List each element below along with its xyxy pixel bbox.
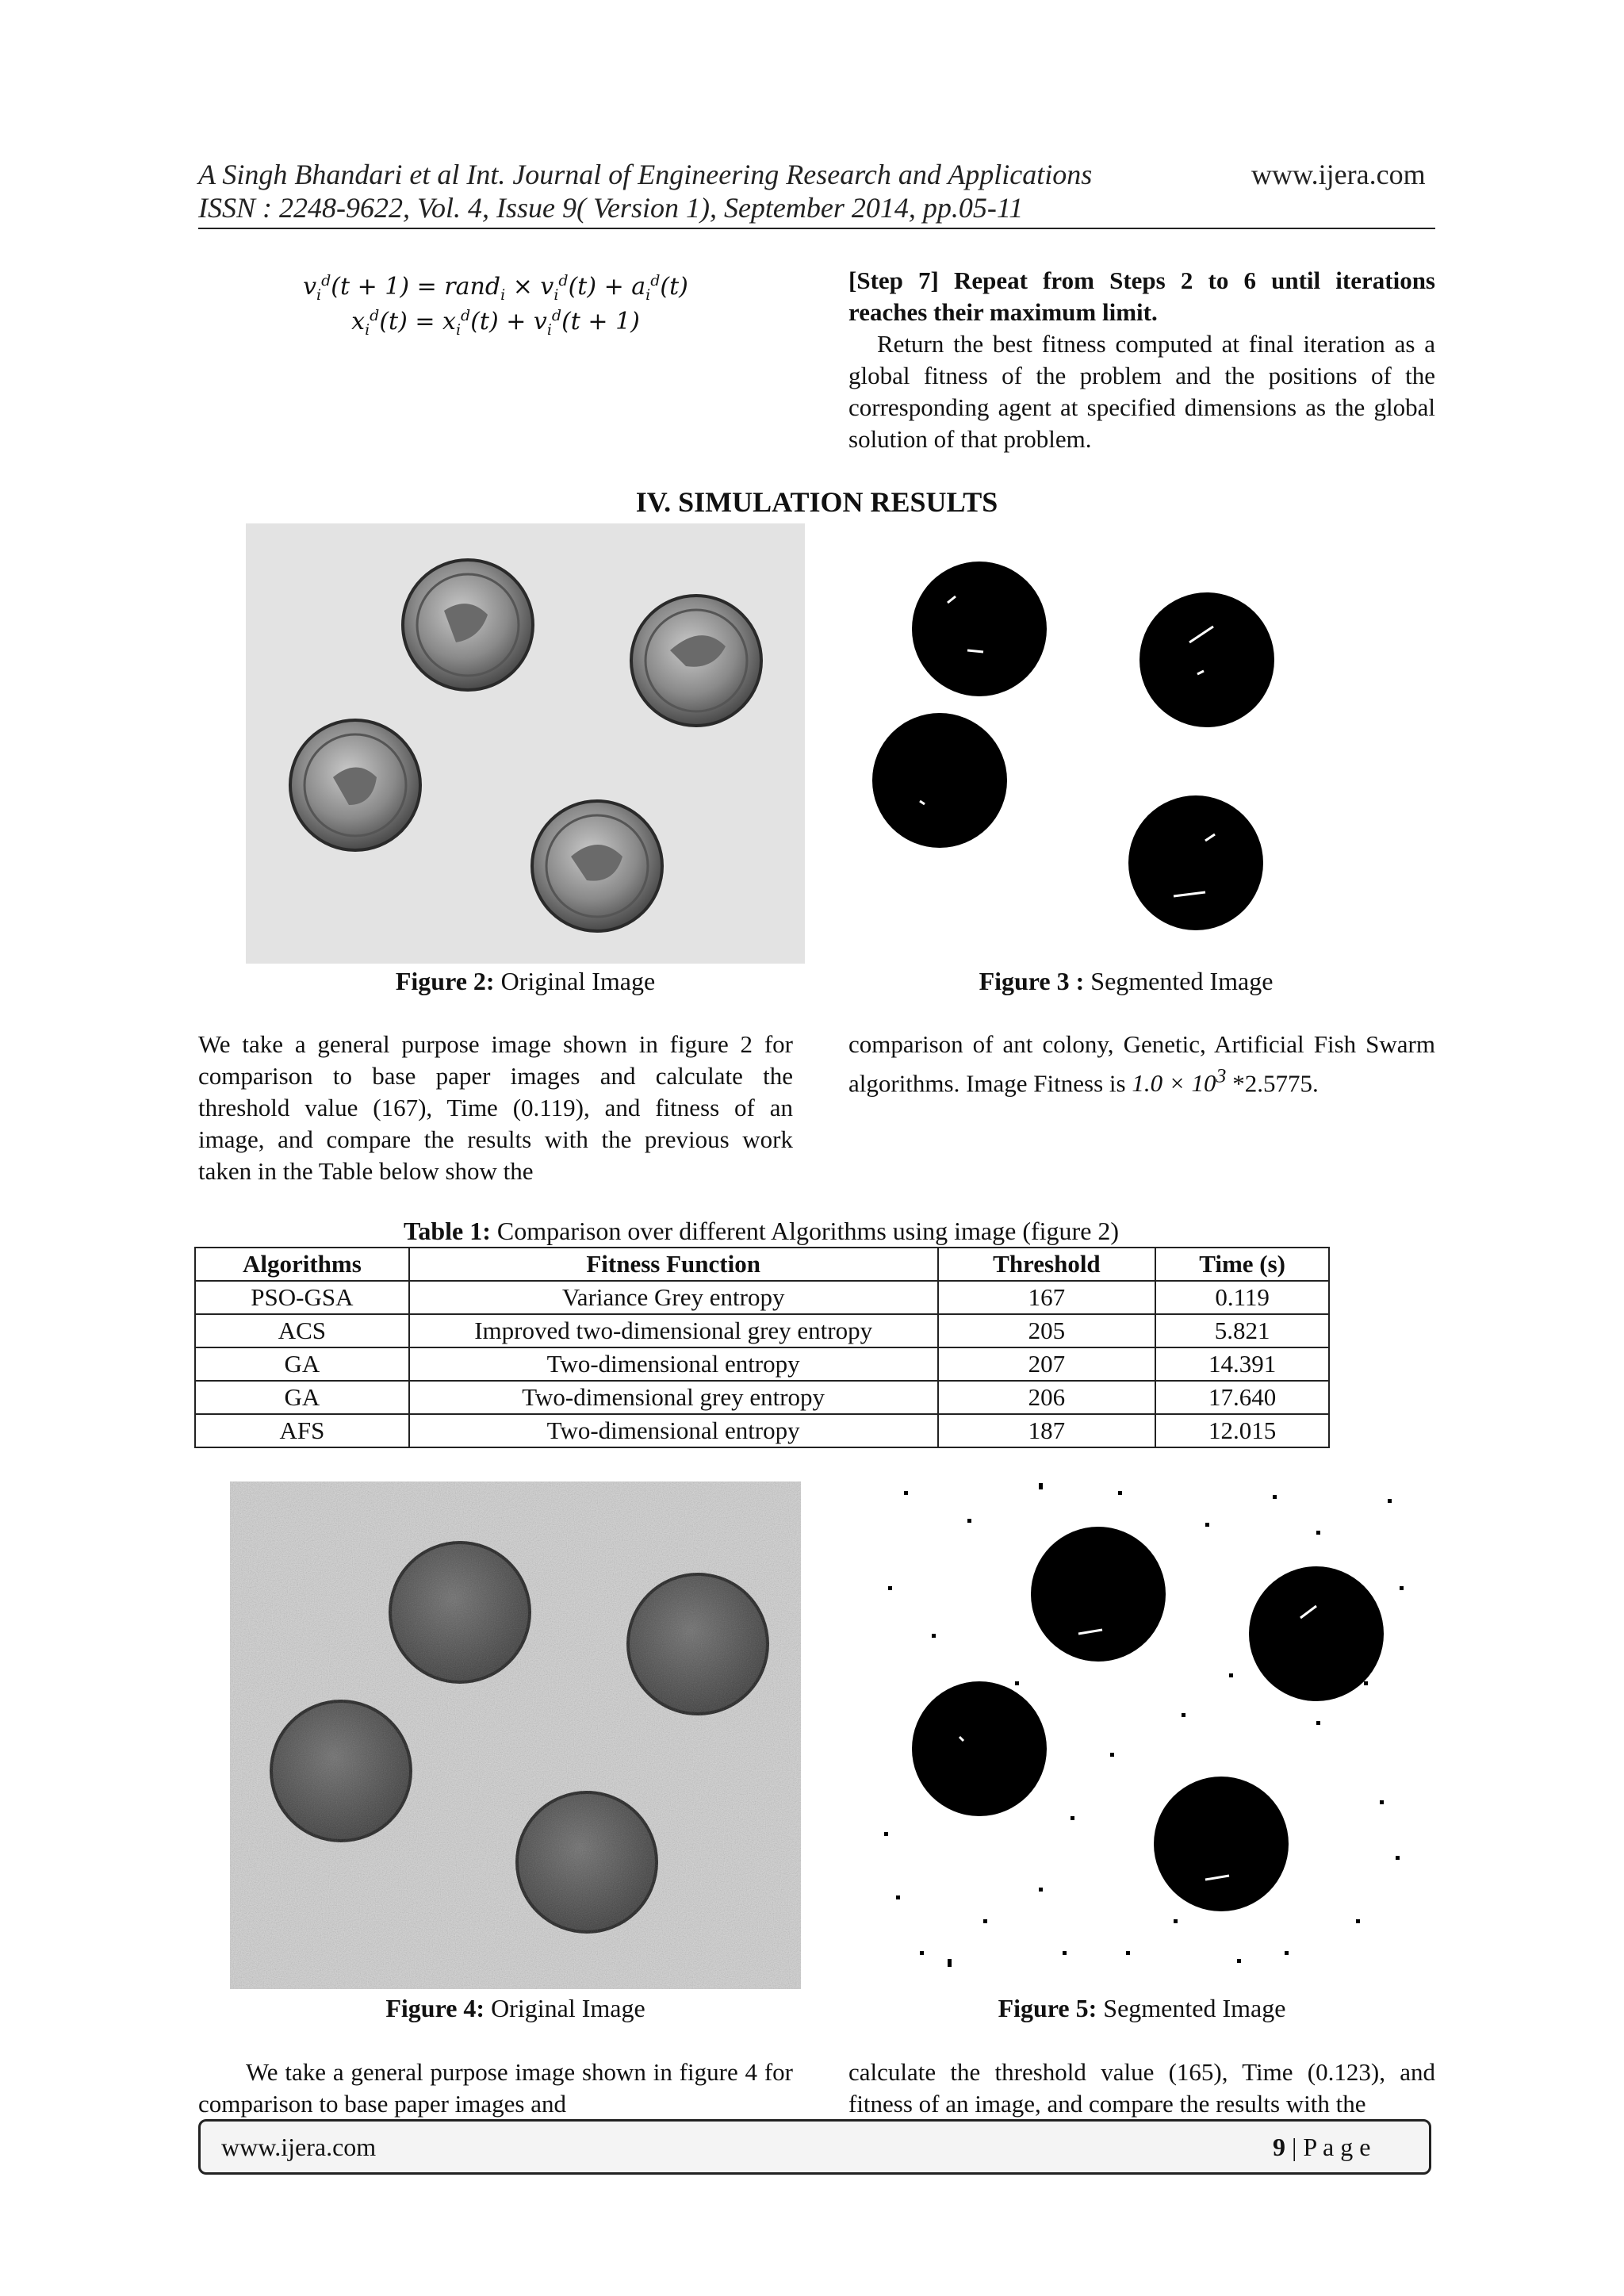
- table-cell: GA: [195, 1347, 409, 1381]
- table-header: Time (s): [1155, 1248, 1329, 1281]
- table1-caption: Table 1: Comparison over different Algorithms using image (figure 2): [403, 1217, 1120, 1245]
- table-cell: AFS: [195, 1414, 409, 1447]
- table-cell: 5.821: [1155, 1314, 1329, 1347]
- running-header-issn: ISSN : 2248-9622, Vol. 4, Issue 9( Version 1), September 2014, pp.05-11: [198, 192, 1024, 224]
- table-cell: 206: [938, 1381, 1156, 1414]
- table-cell: Two-dimensional grey entropy: [409, 1381, 938, 1414]
- coin-top-right: [631, 596, 761, 726]
- header-rule: [198, 228, 1435, 229]
- fitness-value: $1.0 \times 10^3$: [1132, 1064, 1227, 1098]
- footer-site: www.ijera.com: [221, 2133, 377, 2161]
- table-cell: 205: [938, 1314, 1156, 1347]
- figure4-image: [230, 1481, 801, 1989]
- coin-top-left: [403, 560, 533, 690]
- figure5-caption: Figure 5: Segmented Image: [998, 1994, 1286, 2022]
- table-header-row: [195, 1248, 1329, 1281]
- figure2-image: [246, 523, 805, 964]
- table-row: [195, 1281, 1329, 1314]
- figure2-caption: Figure 2: Original Image: [395, 967, 656, 995]
- table-cell: 207: [938, 1347, 1156, 1381]
- table-cell: Variance Grey entropy: [409, 1281, 938, 1314]
- table-row: [195, 1414, 1329, 1447]
- coin-middle-left: [290, 720, 420, 850]
- running-header-site: www.ijera.com: [1251, 159, 1426, 190]
- step7-heading: [Step 7] Repeat from Steps 2 to 6 until iterations reaches their maximum limit.: [848, 266, 1435, 326]
- table-cell: 14.391: [1155, 1347, 1329, 1381]
- table-cell: Two-dimensional entropy: [409, 1347, 938, 1381]
- table-cell: PSO-GSA: [195, 1281, 409, 1314]
- coin-bottom: [532, 801, 662, 931]
- page-footer: [198, 2119, 1431, 2175]
- figure3-caption: Figure 3 : Segmented Image: [979, 967, 1274, 995]
- section-title: IV. SIMULATION RESULTS: [635, 486, 998, 518]
- figure4-caption: Figure 4: Original Image: [385, 1994, 645, 2022]
- table-header: Threshold: [938, 1248, 1156, 1281]
- table-cell: GA: [195, 1381, 409, 1414]
- running-header-journal: A Singh Bhandari et al Int. Journal of Engineering Research and Applications: [198, 159, 1093, 190]
- table-header: Fitness Function: [409, 1248, 938, 1281]
- table-cell: 17.640: [1155, 1381, 1329, 1414]
- figure5-image: [872, 1475, 1419, 1987]
- figure3-image: [872, 555, 1380, 936]
- paragraph-2-right: calculate the threshold value (165), Time (0.123), and fitness of an image, and compare the results with the: [848, 2058, 1435, 2118]
- page-number: 9 | P a g e: [1273, 2133, 1371, 2161]
- table-row: [195, 1347, 1329, 1381]
- table-cell: 167: [938, 1281, 1156, 1314]
- comparison-table: [194, 1247, 1330, 1448]
- table-cell: Improved two-dimensional grey entropy: [409, 1314, 938, 1347]
- table-cell: ACS: [195, 1314, 409, 1347]
- table-header: Algorithms: [195, 1248, 409, 1281]
- table-row: [195, 1314, 1329, 1347]
- paragraph-1-left: We take a general purpose image shown in figure 2 for comparison to base paper images and calculate the threshold value (167), Time (0.119), and fitness of an image, and compare the results with the previous work taken in the Table below show the: [198, 1030, 793, 1185]
- position-update-equation: $x_i^d(t) = x_i^d(t) + v_i^d(t + 1)$: [351, 307, 640, 339]
- table-cell: Two-dimensional entropy: [409, 1414, 938, 1447]
- table-cell: 187: [938, 1414, 1156, 1447]
- table-cell: 12.015: [1155, 1414, 1329, 1447]
- step7-text: Return the best fitness computed at final iteration as a global fitness of the problem and the positions of the corresponding agent at specified dimensions as the global solution of that problem.: [848, 330, 1435, 453]
- paragraph-2-left: We take a general purpose image shown in figure 4 for comparison to base paper images and: [198, 2058, 793, 2118]
- table-cell: 0.119: [1155, 1281, 1329, 1314]
- velocity-update-equation: $v_i^d(t + 1)$ = rand$_i$ × $v_i^d(t) + a_i^d(t)$: [303, 272, 688, 304]
- table-row: [195, 1381, 1329, 1414]
- paragraph-1-right: comparison of ant colony, Genetic, Artificial Fish Swarm algorithms. Image Fitness is $1.0 \times 10^3$ *2.5775.: [848, 1030, 1435, 1098]
